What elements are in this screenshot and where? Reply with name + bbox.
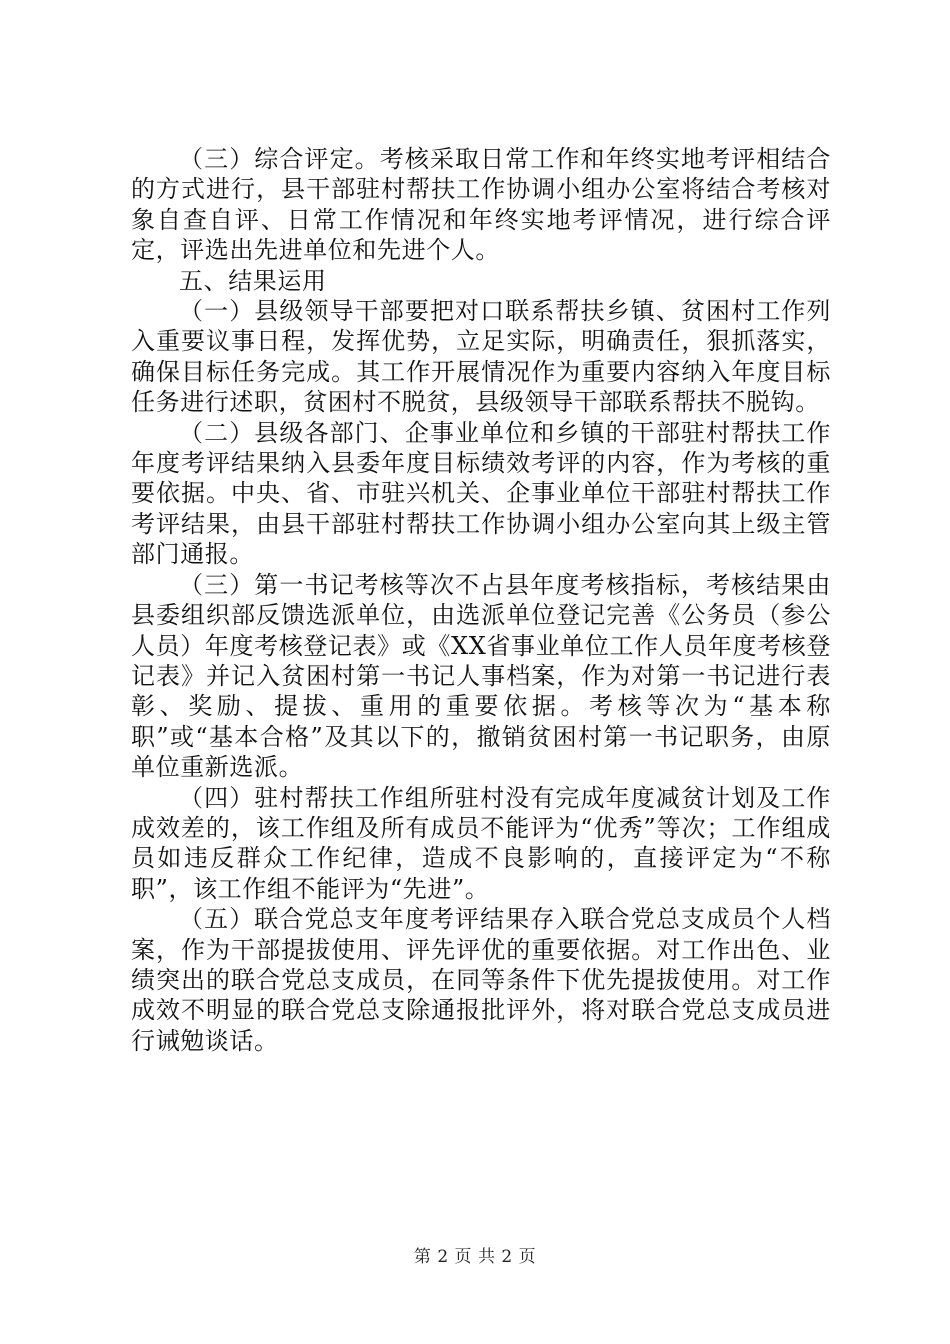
page-number-footer: 第 2 页 共 2 页 bbox=[413, 1247, 537, 1267]
paragraph-first-secretary: （三）第一书记考核等次不占县年度考核指标，考核结果由县委组织部反馈选派单位，由选派单位登记完善《公务员（参公人员）年度考核登记表》或《XX省事业单位工作人员年度考核登记表》并记入贫困村第一书记人事档案，作为对第一书记进行表彰、奖励、提拔、重用的重要依据。考核等次为“基本称职”或“基本合格”及其以下的，撤销贫困村第一书记职务，由原单位重新选派。 bbox=[131, 570, 831, 782]
paragraph-party-branch: （五）联合党总支年度考评结果存入联合党总支成员个人档案，作为干部提拔使用、评先评优的重要依据。对工作出色、业绩突出的联合党总支成员，在同等条件下优先提拔使用。对工作成效不明显的联合党总支除通报批评外，将对联合党总支成员进行诫勉谈话。 bbox=[131, 905, 831, 1055]
paragraph-county-leaders: （一）县级领导干部要把对口联系帮扶乡镇、贫困村工作列入重要议事日程，发挥优势，立足实际，明确责任，狠抓落实，确保目标任务完成。其工作开展情况作为重要内容纳入年度目标任务进行述职，贫困村不脱贫，县级领导干部联系帮扶不脱钩。 bbox=[131, 297, 831, 417]
document-body bbox=[131, 144, 831, 1056]
paragraph-work-group: （四）驻村帮扶工作组所驻村没有完成年度减贫计划及工作成效差的，该工作组及所有成员不能评为“优秀”等次；工作组成员如违反群众工作纪律，造成不良影响的，直接评定为“不称职”，该工作组不能评为“先进”。 bbox=[131, 783, 831, 903]
paragraph-comprehensive-assessment: （三）综合评定。考核采取日常工作和年终实地考评相结合的方式进行，县干部驻村帮扶工作协调小组办公室将结合考核对象自查自评、日常工作情况和年终实地考评情况，进行综合评定，评选出先进单位和先进个人。 bbox=[131, 145, 831, 265]
section-heading-results: 五、结果运用 bbox=[179, 266, 327, 295]
paragraph-departments: （二）县级各部门、企事业单位和乡镇的干部驻村帮扶工作年度考评结果纳入县委年度目标绩效考评的内容，作为考核的重要依据。中央、省、市驻兴机关、企事业单位干部驻村帮扶工作考评结果，由县干部驻村帮扶工作协调小组办公室向其上级主管部门通报。 bbox=[131, 418, 831, 569]
